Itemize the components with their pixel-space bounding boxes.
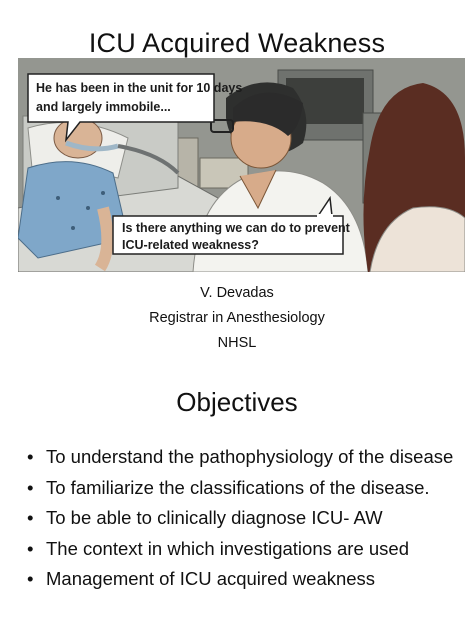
objective-item: • Management of ICU acquired weakness	[24, 566, 464, 592]
svg-text:Is there anything we can do to: Is there anything we can do to prevent	[122, 221, 350, 235]
objectives-title: Objectives	[176, 387, 298, 417]
author-role: Registrar in Anesthesiology	[149, 310, 325, 326]
bullet-icon: •	[27, 446, 34, 467]
bullet-icon: •	[27, 476, 34, 498]
bullet-icon: •	[27, 507, 34, 528]
objective-item: • The context in which investigations are used	[24, 536, 464, 562]
objective-item: • To familiarize the classifications of the disease.	[24, 475, 464, 501]
objectives-list	[24, 444, 464, 597]
objective-item: • To understand the pathophysiology of the disease	[24, 444, 464, 470]
author-name: V. Devadas	[200, 285, 274, 301]
bullet-icon: •	[27, 568, 34, 589]
svg-text:He has been in the unit for 10: He has been in the unit for 10 days	[36, 81, 243, 95]
svg-text:ICU-related weakness?: ICU-related weakness?	[122, 238, 259, 252]
bullet-icon: •	[27, 537, 34, 559]
author-institution: NHSL	[217, 335, 257, 351]
icu-cartoon-illustration	[18, 58, 465, 272]
slide-title: ICU Acquired Weakness	[88, 28, 386, 58]
author-block	[0, 281, 474, 356]
svg-text:and largely immobile...: and largely immobile...	[36, 100, 171, 114]
objective-item: • To be able to clinically diagnose ICU- AW	[24, 505, 464, 531]
